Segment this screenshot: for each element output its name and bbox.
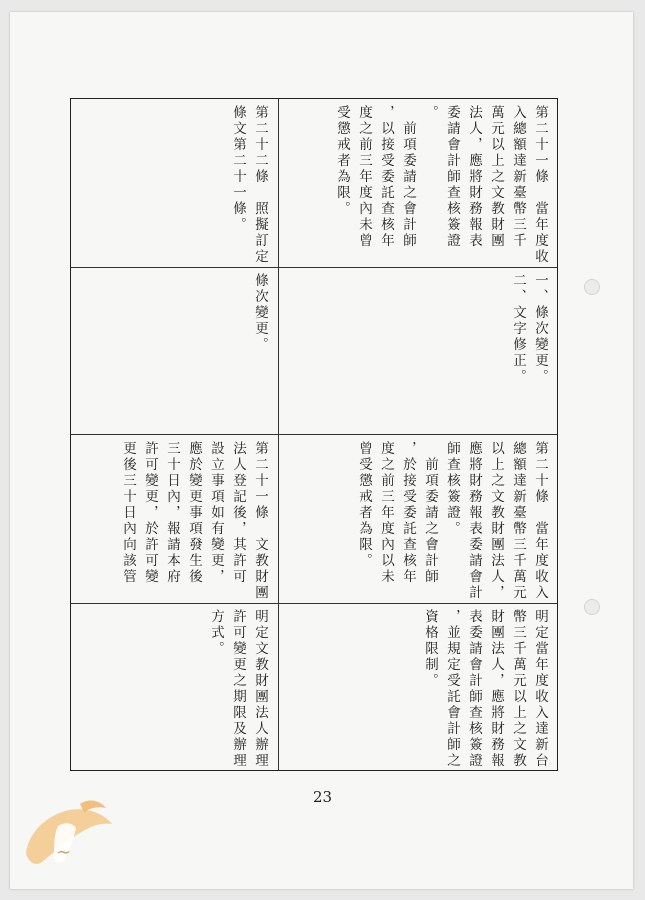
binder-hole-top [584,279,600,295]
text-column: 資格限制。 [422,609,438,689]
text-column: 第二十二條 照擬訂定 [252,105,268,265]
table-row [71,435,557,770]
text-column: 明定文教財團法人辦理 [252,609,268,769]
text-column: 法人登記後，其許可 [230,441,246,585]
text-column: 許可變更之期限及辦理 [230,609,246,769]
taiwan-map-logo [18,792,118,882]
left-bottom-text [71,99,278,434]
text-column: 條文第二十一條。 [230,105,246,233]
text-column: 設立事項如有變更， [208,441,224,585]
comparison-table [70,98,558,771]
text-column: 。 [422,105,438,121]
text-column: 前項委請之會計師 [400,105,416,249]
text-column: 前項委請之會計師 [422,441,438,585]
text-column: 第二十一條 當年度收 [532,105,548,265]
text-column: 應將財務報表委請會計 [466,441,482,601]
page-number: 23 [312,788,333,806]
right-bottom-text [279,99,557,434]
text-column: 許可變更，於許可變 [142,441,158,585]
text-column: 更後三十日內向該管 [120,441,136,585]
right-column-cell [278,99,557,434]
text-column: 表委請會計師查核簽證 [466,609,482,769]
text-column: 幣三千萬元以上之文教 [510,609,526,769]
text-column: 師查核簽證。 [444,441,460,537]
text-column: 度之前三年度內以未 [378,441,394,585]
left-column-cell [71,435,278,770]
text-column: ，並規定受託會計師之 [444,609,460,769]
text-column: 委請會計師查核簽證 [444,105,460,249]
text-column: 方式。 [208,609,224,657]
text-column: 法人，應將財務報表 [466,105,482,249]
left-column-cell [71,99,278,434]
text-column: ，以接受委託查核年 [378,105,394,249]
text-column: 二、文字修正。 [510,273,526,385]
table-row [71,99,557,435]
text-column: 第二十條 當年度收入 [532,441,548,601]
text-column: 度之前三年度內未曾 [356,105,372,249]
text-column: 萬元以上之文教財團 [488,105,504,249]
right-column-cell [278,435,557,770]
text-column: 明定當年度收入達新台 [532,609,548,769]
text-column: 一、條次變更。 [532,273,548,385]
text-column: 曾受懲戒者為限。 [356,441,372,569]
text-column: 受懲戒者為限。 [334,105,350,217]
text-column: ，於接受委託查核年 [400,441,416,585]
text-column: 應於變更事項發生後 [186,441,202,585]
left-bottom-text [71,435,278,770]
text-column: 入總額達新臺幣三千 [510,105,526,249]
text-column: 財團法人，應將財務報 [488,609,504,769]
text-column: 以上之文教財團法人， [488,441,504,601]
svg-text:∼: ∼ [56,842,72,863]
right-bottom-text [279,435,557,770]
text-column: 總額達新臺幣三千萬元 [510,441,526,601]
text-column: 第二十一條 文教財團 [252,441,268,601]
binder-hole-bottom [584,599,600,615]
text-column: 條次變更。 [252,273,268,353]
text-column: 三十日內，報請本府 [164,441,180,585]
